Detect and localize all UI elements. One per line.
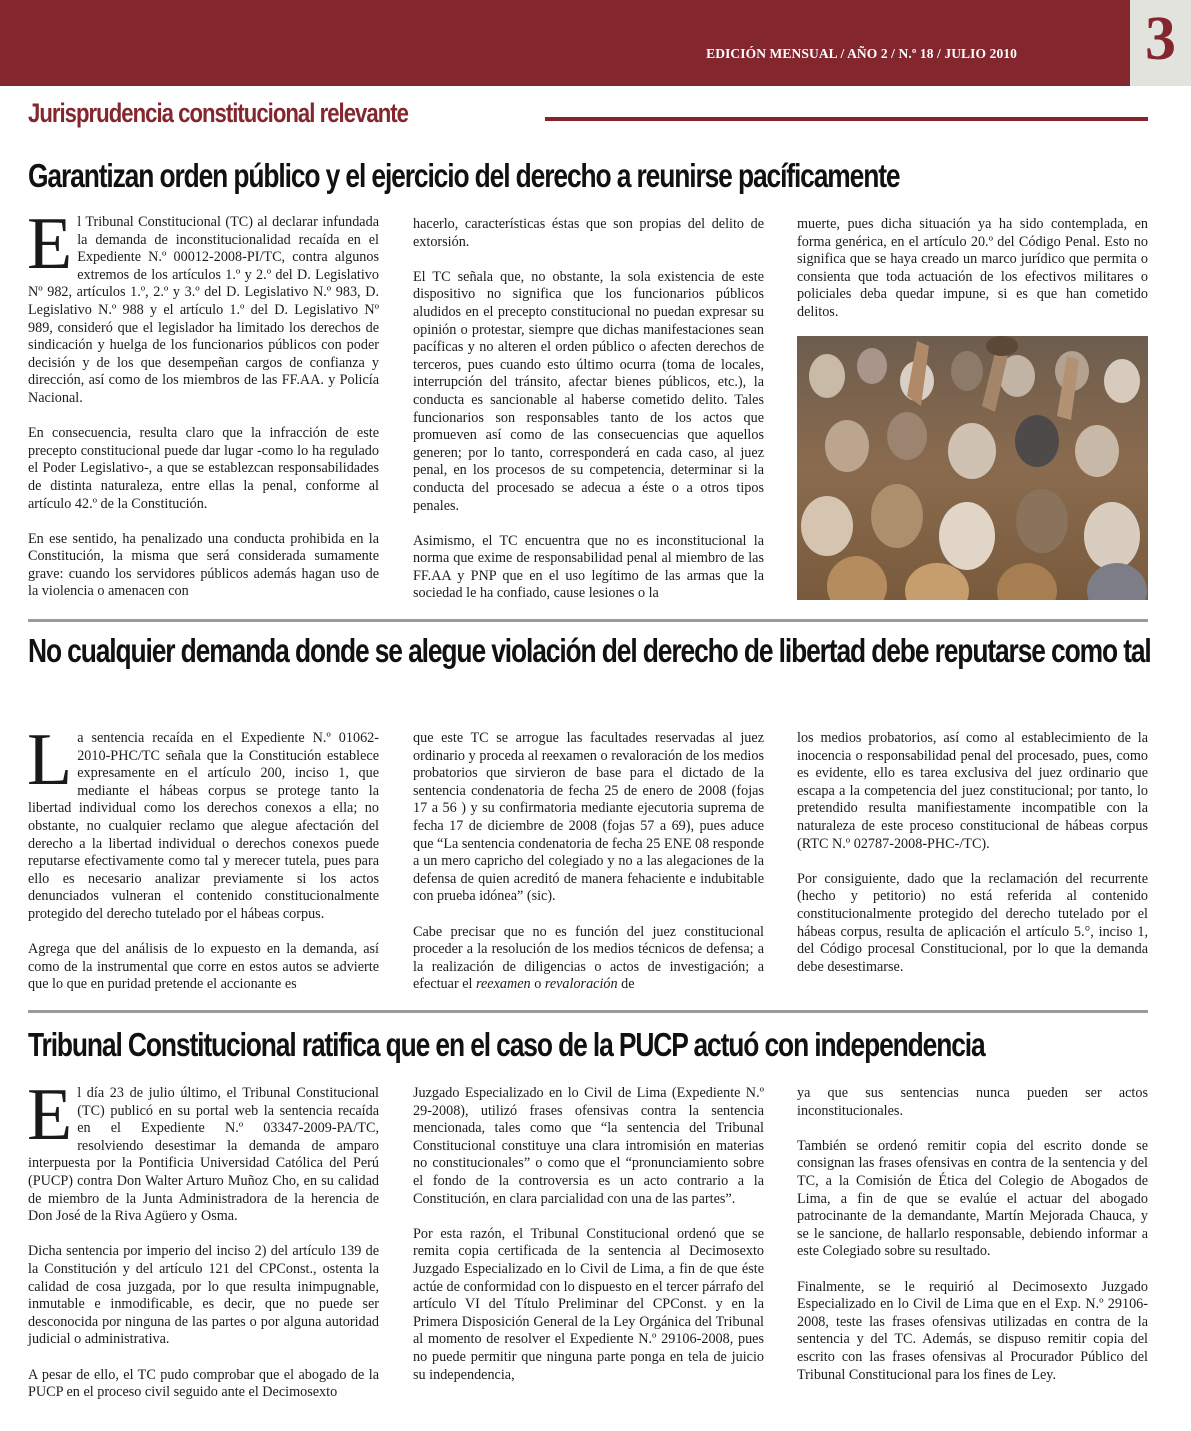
article-3-column-2	[413, 1085, 764, 1384]
drop-cap: E	[27, 203, 73, 285]
article-paragraph: los medios probatorios, así como al establecimiento de la inocencia o responsabilidad penal del procesado, pues, como es evidente, ello es tarea exclusiva del juez ordinario que escapa a la competencia del juez constitucional; por tanto, lo pretendido resulta manifiestamente incompatible con la naturaleza de este proceso constitucional de hábeas corpus (RTC N.º 02787-2008-PHC-/TC).	[797, 730, 1148, 852]
article-paragraph: En ese sentido, ha penalizado una conducta prohibida en la Constitución, la misma que será considerada sumamente grave: cuando los servidores públicos además hagan uso de la violencia o amenacen con	[28, 530, 379, 600]
article-3-column-3	[797, 1085, 1148, 1384]
article-divider	[28, 1010, 1148, 1013]
article-3-column-1	[27, 1074, 379, 1402]
article-paragraph: El TC señala que, no obstante, la sola existencia de este dispositivo no significa que los funcionarios públicos aludidos en el precepto constitucional no puedan expresar su opinión o protestar, siempre que dichas manifestaciones sean pacíficas y no alteren el orden público o afecten derechos de terceros, pues cuando esto último ocurra (toma de locales, interrupción del tránsito, afectar bienes públicos, etc.), la conducta es sancionable al haberse cometido delito. Tales funcionarios son responsables tanto de los actos que promueven así como de las consecuencias que aquellos generen; por lo tanto, corresponderá en cada caso, al juez penal, en los procesos de su competencia, determinar si la conducta del procesado se adecua a éste o a otros tipos penales.	[413, 268, 764, 514]
article-1-column-3	[797, 216, 1148, 322]
section-rule	[545, 117, 1148, 121]
article-paragraph: También se ordenó remitir copia del escrito donde se consignan las frases ofensivas en contra de la sentencia y del TC, a la Comisión de Ética del Colegio de Abogados de Lima, a fin de que se evalúe el actuar del abogado patrocinante de la demandante, Martín Mejorada Chauca, y se le sancione, de hallarlo responsable, debiendo informar a este Colegiado sobre su resultado.	[797, 1137, 1148, 1260]
protest-crowd-photo	[797, 336, 1148, 600]
section-heading	[28, 98, 1148, 129]
page-number: 3	[1145, 5, 1176, 73]
italic-term: reexamen	[476, 976, 531, 993]
article-paragraph: que este TC se arrogue las facultades reservadas al juez ordinario y proceda al reexamen o revaloración de los medios probatorios que sirvieron de base para el dictado de la sentencia condenatoria de fecha 25 de enero de 2008 (fojas 17 a 56 ) y su confirmatoria mediante ejecutoria suprema de fecha 17 de diciembre de 2008 (fojas 57 a 69), pues aduce que “La sentencia condenatoria de fecha 25 ENE 08 responde a un mero capricho del colegiado y no a las alegaciones de la defensa de quien acreditó de manera fehaciente e indubitable con prueba idónea” (sic).	[413, 730, 764, 905]
header-band	[0, 0, 1130, 86]
paragraph-text: l día 23 de julio último, el Tribunal Constitucional (TC) publicó en su portal web la sentencia recaída en el Expediente N.º 03347-2009-PA/TC, resolviendo desestimar la demanda de amparo interpuesta por la Pontificia Universidad Católica del Perú (PUCP) contra Don Walter Arturo Muñoz Cho, en su calidad de miembro de la Junta Administradora de la herencia de Don José de la Riva Agüero y Osma.	[28, 1085, 379, 1225]
page-number-box	[1130, 0, 1191, 86]
article-paragraph: ya que sus sentencias nunca pueden ser actos inconstitucionales.	[797, 1085, 1148, 1119]
article-paragraph: Por consiguiente, dado que la reclamación del recurrente (hecho y petitorio) no está referida al contenido constitucionalmente protegido del derecho tutelado por el hábeas corpus, resulta de aplicación el artículo 5.°, inciso 1, del Código procesal Constitucional, por lo que la demanda debe desestimarse.	[797, 870, 1148, 975]
article-2-column-3	[797, 730, 1148, 976]
article-paragraph	[413, 924, 764, 994]
tail-text: de	[617, 976, 635, 993]
paragraph-text: Cabe precisar que no es función del juez constitucional proceder a la resolución de los medios técnicos de defensa; a la realización de diligencias o actos de investigación; a efectuar el	[413, 923, 764, 993]
article-paragraph: A pesar de ello, el TC pudo comprobar que el abogado de la PUCP en el proceso civil seguido ante el Decimosexto	[28, 1366, 379, 1401]
article-1-column-1	[27, 203, 379, 601]
article-paragraph: En consecuencia, resulta claro que la infracción de este precepto constitucional puede dar lugar -como lo ha regulado el Poder Legislativo-, a que se establezcan responsabilidades de distinta naturaleza, entre ellas la penal, conforme al artículo 42.º de la Constitución.	[28, 425, 379, 512]
article-paragraph	[27, 1074, 379, 1226]
article-paragraph: Finalmente, se le requirió al Decimosexto Juzgado Especializado en lo Civil de Lima que en el Exp. N.º 29106-2008, teste las frases ofensivas utilizadas en contra de la sentencia y del TC. Además, se dispuso remitir copia del escrito con las frases ofensivas al Procurador Público del Tribunal Constitucional para los fines de Ley.	[797, 1278, 1148, 1383]
article-paragraph: Agrega que del análisis de lo expuesto en la demanda, así como de la instrumental que corre en estos autos se advierte que lo que en puridad pretende el accionante es	[28, 941, 379, 993]
article-divider	[28, 619, 1148, 622]
article-1-headline: Garantizan orden público y el ejercicio del derecho a reunirse pacíficamente	[28, 157, 900, 194]
paragraph-text: l Tribunal Constitucional (TC) al declarar infundada la demanda de inconstitucionalidad recaída en el Expediente N.º 00012-2008-PI/TC, contra algunos extremos de los artículos 1.º y 2.º del D. Legislativo Nº 982, artículos 1.º, 2.º y 3.º del D. Legislativo N.º 983, D. Legislativo N.º 988 y el artículo 1.º del D. Legislativo Nº 989, consideró que el legislador ha limitado los derechos de sindicación y huelga de los funcionarios públicos con poder decisión y de los que desempeñan cargos de confianza y dirección, así como de los miembros de las FF.AA. y Policía Nacional.	[28, 214, 379, 406]
article-2-column-1	[27, 719, 379, 994]
edition-info: EDICIÓN MENSUAL / AÑO 2 / N.º 18 / JULIO 2010	[706, 46, 1017, 61]
section-title: Jurisprudencia constitucional relevante	[28, 98, 408, 128]
article-1-column-2	[413, 216, 764, 603]
article-paragraph: muerte, pues dicha situación ya ha sido contemplada, en forma genérica, en el artículo 20.º del Código Penal. Esto no significa que se haya creado un marco jurídico que permita o consienta que toda actuación de los efectivos militares o policiales deba quedar impune, si es que han cometido delitos.	[797, 216, 1148, 320]
paragraph-text: a sentencia recaída en el Expediente N.º 01062-2010-PHC/TC señala que la Constitución establece expresamente en el artículo 200, inciso 1, que mediante el hábeas corpus se protege tanto la libertad individual como los derechos conexos a ella; no obstante, no cualquier reclamo que alegue afectación del derecho a la libertad individual o derechos conexos puede reputarse efectivamente como tal y merecer tutela, pues para ello es necesario analizar previamente si los actos denunciados vulneran el contenido constitucionalmente protegido del derecho tutelado por el hábeas corpus.	[28, 730, 379, 922]
italic-term: revaloración	[544, 976, 618, 993]
article-paragraph: Juzgado Especializado en lo Civil de Lima (Expediente N.º 29-2008), utilizó frases ofensivas contra la sentencia mencionada, tales como que “la sentencia del Tribunal Constitucional constituye una clara intromisión en materias no constitucionales” o como que el “pronunciamiento sobre el fondo de la controversia es un acto contrario a la Constitución, en clara parcialidad con una de las partes”.	[413, 1085, 764, 1207]
article-paragraph: Dicha sentencia por imperio del inciso 2) del artículo 139 de la Constitución y del artículo 121 del CPConst., ostenta la calidad de cosa juzgada, por lo que resulta inimpugnable, inmutable e inmodificable, es decir, que no puede ser desconocida por ninguna de las partes o por alguna autoridad judicial o administrativa.	[28, 1243, 379, 1348]
connector-text: o	[530, 976, 545, 993]
article-3-headline: Tribunal Constitucional ratifica que en el caso de la PUCP actuó con independencia	[28, 1026, 985, 1063]
article-paragraph: Asimismo, el TC encuentra que no es inconstitucional la norma que exime de responsabilidad penal al miembro de las FF.AA y PNP que en el uso legítimo de las armas que la sociedad le ha confiado, cause lesiones o la	[413, 532, 764, 602]
article-paragraph: Por esta razón, el Tribunal Constitucional ordenó que se remita copia certificada de la sentencia al Decimosexto Juzgado Especializado en lo Civil de Lima, a fin de que éste actúe de conformidad con lo dispuesto en el tercer párrafo del artículo VI del Título Preliminar del CPConst. y en la Primera Disposición General de la Ley Orgánica del Tribunal al momento de resolver el Expediente N.º 29106-2008, pues no puede permitir que ninguna parte ponga en tela de juicio su independencia,	[413, 1225, 764, 1383]
article-paragraph	[27, 719, 379, 924]
drop-cap: E	[27, 1074, 73, 1156]
article-paragraph	[27, 203, 379, 408]
drop-cap: L	[27, 719, 73, 801]
crowd-image	[797, 336, 1148, 600]
article-2-headline: No cualquier demanda donde se alegue violación del derecho de libertad debe reputarse como tal	[28, 632, 1151, 669]
article-2-column-2	[413, 730, 764, 994]
article-paragraph: hacerlo, características éstas que son propias del delito de extorsión.	[413, 216, 764, 250]
